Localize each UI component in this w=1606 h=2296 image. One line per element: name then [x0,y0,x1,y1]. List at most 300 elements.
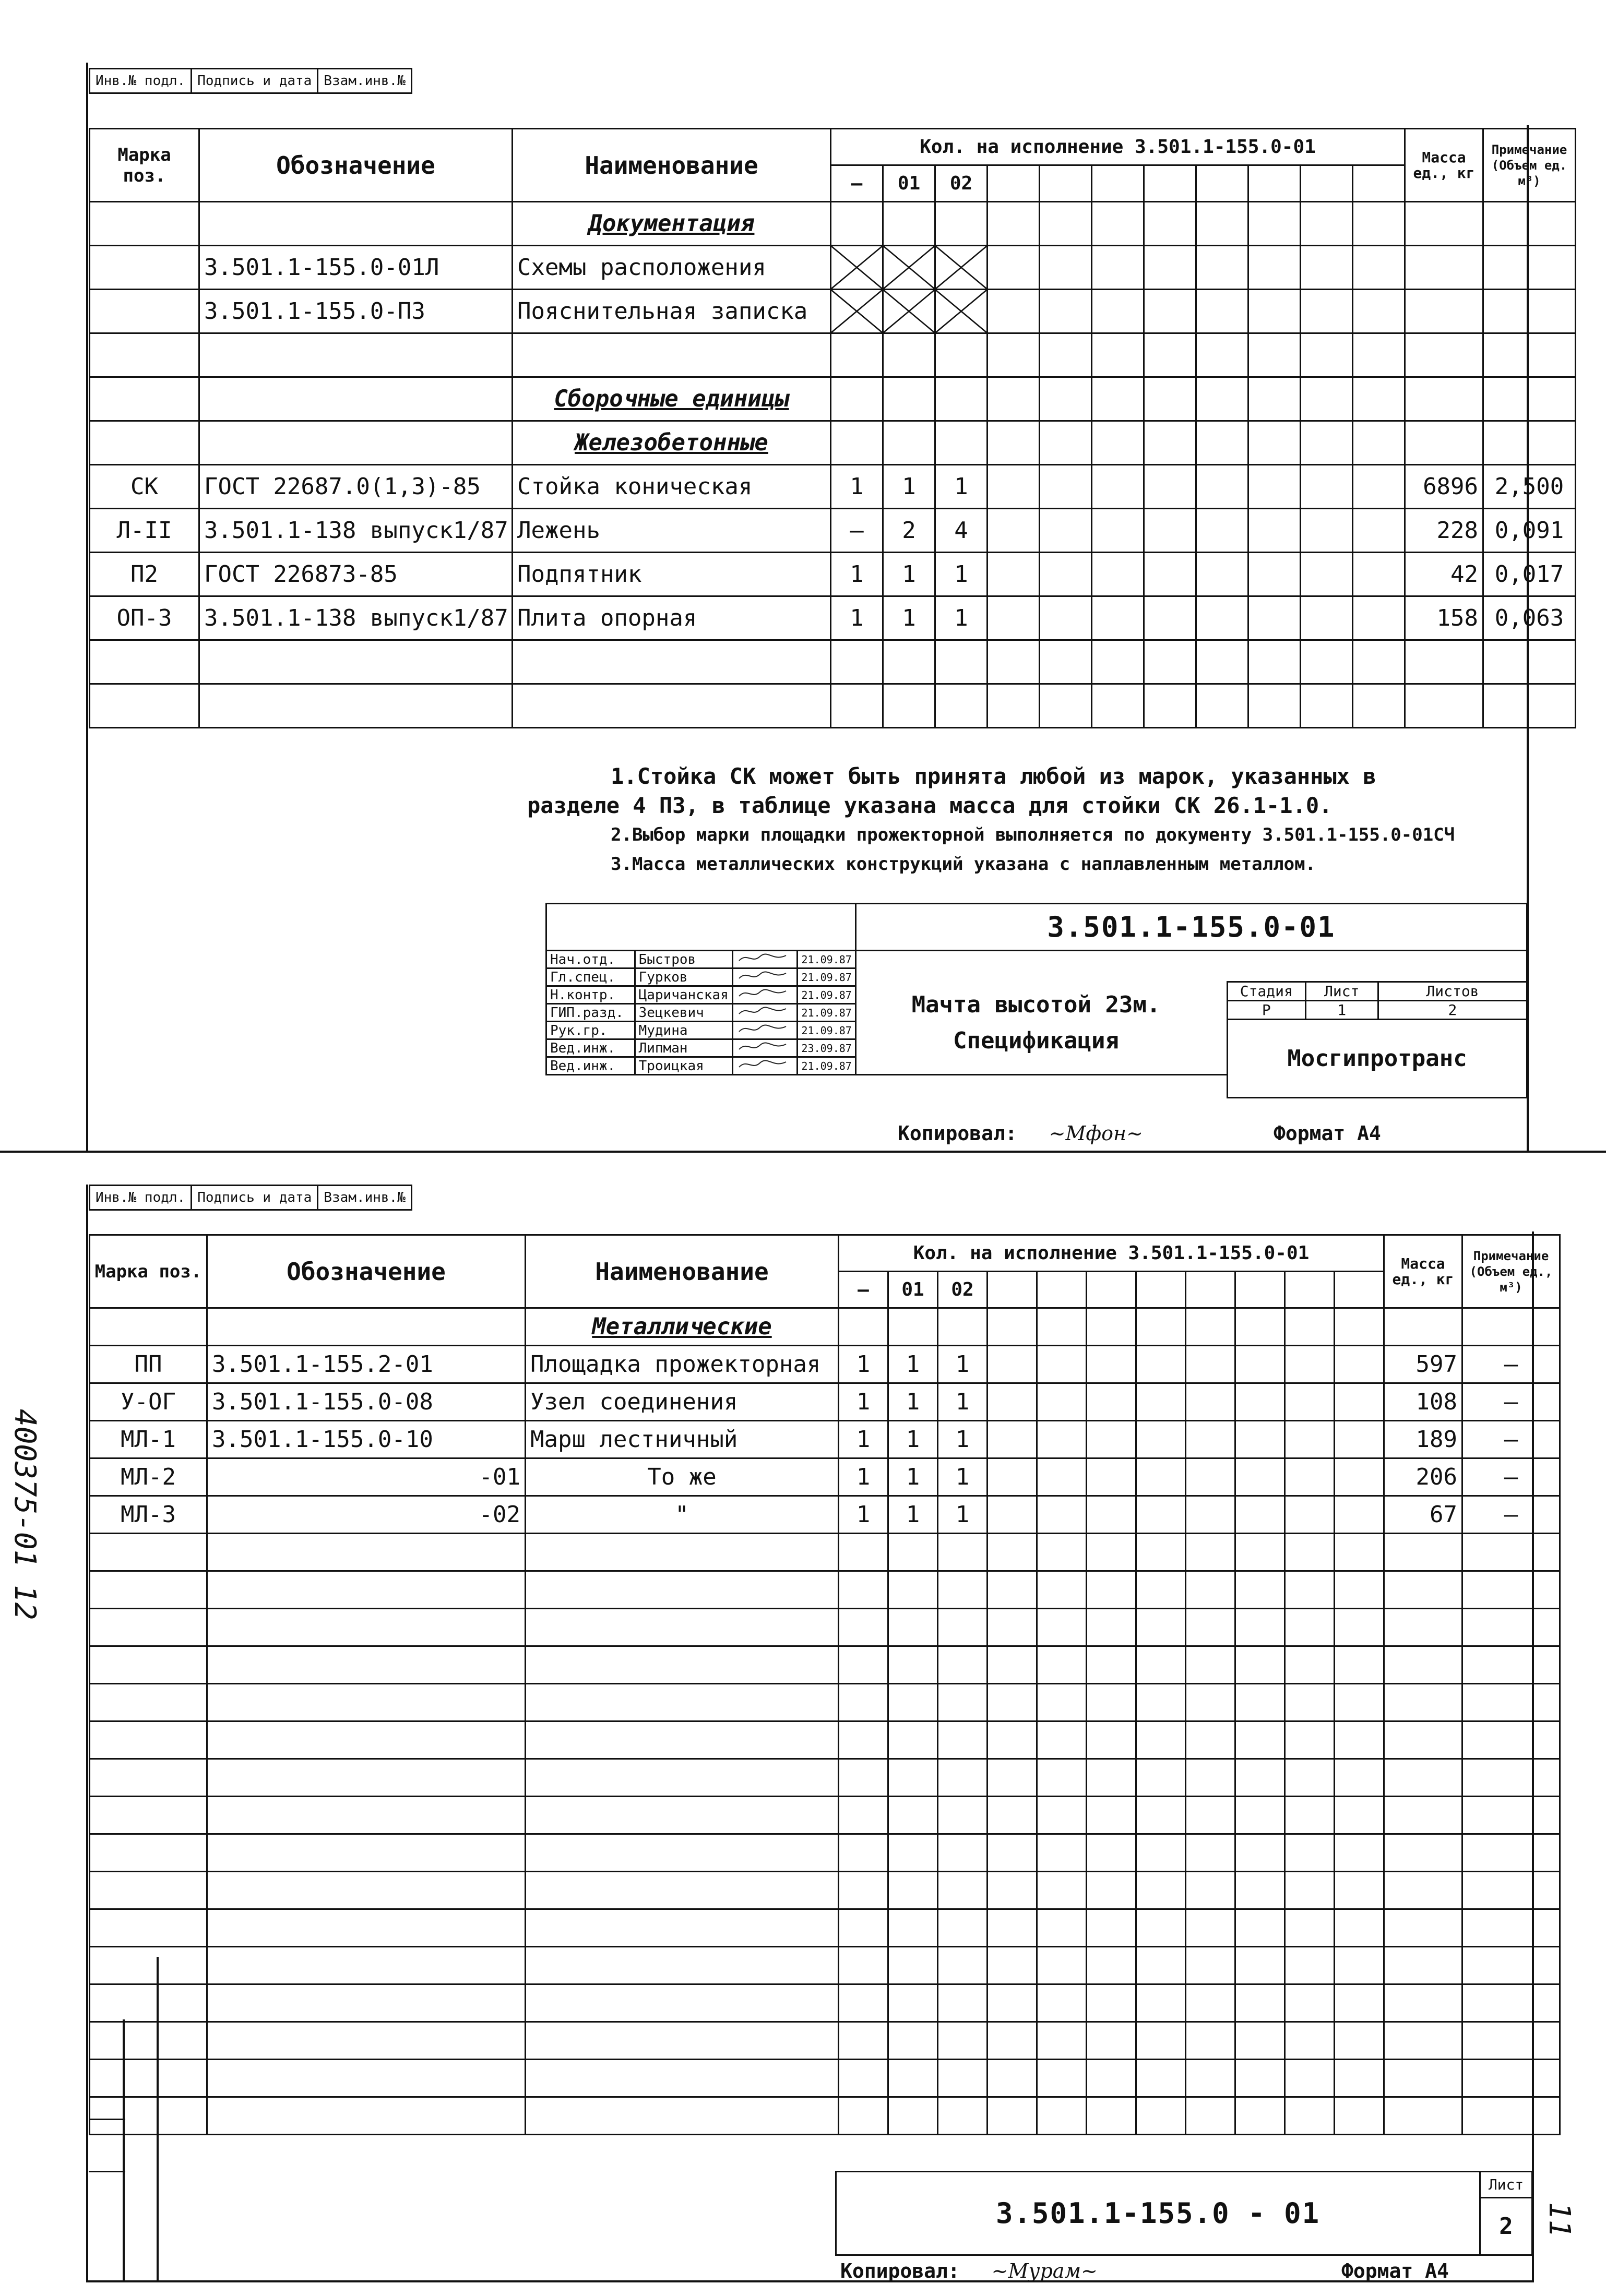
cell-q2 [938,1308,988,1346]
cell-name [513,333,831,377]
cell-empty [1087,2097,1136,2135]
cell-q0 [831,333,883,377]
spec-table-1 [89,128,1576,728]
header-qty-empty [1196,165,1248,202]
cell-q1 [888,2097,938,2135]
cell-empty [1285,1947,1335,1984]
cell-note [1483,684,1576,728]
cell-empty [1335,1496,1384,1534]
cell-empty [1136,2060,1186,2097]
signature-scribble [736,1022,789,1036]
cell-designation: 3.501.1-155.0-08 [207,1383,526,1421]
cell-empty [1092,246,1144,290]
cell-designation: 3.501.1-155.0-ПЗ [199,290,513,333]
cell-empty [1087,1759,1136,1797]
cell-empty [1186,1383,1235,1421]
cell-designation [207,1308,526,1346]
signature-scribble [736,1040,789,1054]
cell-empty [1235,1571,1285,1609]
cell-designation [207,2060,526,2097]
header-mass: Масса ед., кг [1384,1235,1462,1308]
cell-name [526,1684,839,1721]
cell-empty [1301,290,1353,333]
cell-empty [1136,1984,1186,2022]
cell-empty [988,465,1040,509]
cell-name [526,2097,839,2135]
cell-empty [1285,2060,1335,2097]
cell-q0 [839,1909,888,1947]
cell-empty [1353,684,1405,728]
cell-empty [1087,1346,1136,1383]
cell-designation: 3.501.1-138 выпуск1/87 [199,596,513,640]
cell-mark: П2 [90,553,199,596]
frame-left-1 [86,63,88,1151]
cell-q1: 1 [883,465,935,509]
cell-empty [988,1909,1037,1947]
margin-strip [89,2171,125,2172]
cell-q1: 1 [883,553,935,596]
cell-empty [1092,640,1144,684]
cell-empty [1186,1458,1235,1496]
cell-q1: 2 [883,509,935,553]
cell-empty [1087,1534,1136,1571]
tb-person-date: 21.09.87 [798,986,855,1004]
cell-q1 [883,333,935,377]
cell-empty [1144,421,1196,465]
cell-note [1462,2060,1560,2097]
cell-mass [1405,290,1483,333]
cell-empty [1196,202,1248,246]
cell-empty [1301,640,1353,684]
table-row [90,1909,1560,1947]
cell-empty [988,553,1040,596]
cell-q2 [935,377,988,421]
cell-empty [1037,1872,1087,1909]
cell-mass [1384,1947,1462,1984]
cell-empty [1087,1308,1136,1346]
cell-q2 [938,1721,988,1759]
cell-mass [1384,1534,1462,1571]
frame-left-2 [86,1185,88,2280]
cell-empty [1335,1421,1384,1458]
cell-q0 [831,202,883,246]
header-qty: Кол. на исполнение 3.501.1-155.0-01 [831,129,1405,165]
cell-empty [1037,1797,1087,1834]
table-row [90,553,1576,596]
signature [732,986,798,1004]
cell-q1: 1 [888,1421,938,1458]
cell-empty [1285,1458,1335,1496]
cell-empty [1248,465,1301,509]
cell-empty [1136,1421,1186,1458]
cell-empty [1087,2060,1136,2097]
cell-designation: 3.501.1-155.0-10 [207,1421,526,1458]
cell-mark [90,2060,207,2097]
cell-empty [1144,377,1196,421]
cell-empty [1285,1383,1335,1421]
cell-mark [90,202,199,246]
cell-empty [1335,2060,1384,2097]
cell-empty [1196,465,1248,509]
tb-person-role: Рук.гр. [546,1022,635,1039]
cell-note: — [1462,1458,1560,1496]
cell-mass [1405,377,1483,421]
cell-q2 [938,1609,988,1646]
cell-empty [1285,1534,1335,1571]
cell-empty [1136,1947,1186,1984]
cell-mass [1405,421,1483,465]
cell-empty [1353,333,1405,377]
cell-empty [988,1646,1037,1684]
tb-person-role: Нач.отд. [546,951,635,968]
tb-person-date: 23.09.87 [798,1039,855,1057]
cell-empty [1235,1684,1285,1721]
cell-empty [1092,421,1144,465]
cell-designation: -01 [207,1458,526,1496]
cell-empty [988,509,1040,553]
notes-1 [527,762,1519,879]
cell-q0 [831,246,883,290]
cell-note [1483,333,1576,377]
stamp-cell: Взам.инв.№ [318,1186,412,1210]
tb-person-date: 21.09.87 [798,1022,855,1039]
table-row [90,1571,1560,1609]
header-mass: Масса ед., кг [1405,129,1483,202]
cell-empty [1335,1947,1384,1984]
cross-mark [884,246,934,289]
cell-q0 [839,1534,888,1571]
cell-designation [207,2022,526,2060]
tb-person-date: 21.09.87 [798,1057,855,1075]
cell-q0 [831,640,883,684]
cell-mark [90,2097,207,2135]
cell-q0 [839,1947,888,1984]
cell-mass: 597 [1384,1346,1462,1383]
cell-empty [1248,333,1301,377]
cell-empty [1235,1609,1285,1646]
cell-empty [988,1721,1037,1759]
cross-mark [936,246,986,289]
cell-empty [1285,2022,1335,2060]
cell-q2 [935,290,988,333]
note-line: 3.Масса металлических конструкций указана с наплавленным металлом. [611,854,1316,875]
cell-designation [199,202,513,246]
cell-empty [1353,202,1405,246]
table-row [90,1458,1560,1496]
cell-empty [1186,1571,1235,1609]
note-line: 1.Стойка СК может быть принята любой из марок, указанных в [611,763,1376,789]
cell-empty [1040,684,1092,728]
cell-mass: 228 [1405,509,1483,553]
cell-name: Плита опорная [513,596,831,640]
cell-q0: 1 [839,1346,888,1383]
cell-name: То же [526,1458,839,1496]
cell-note: — [1462,1383,1560,1421]
cell-q1 [883,640,935,684]
cell-empty [1186,2097,1235,2135]
table-row [90,290,1576,333]
cell-mark [90,1909,207,1947]
cell-mass [1384,2097,1462,2135]
cell-q0: 1 [831,465,883,509]
cell-empty [1186,2022,1235,2060]
header-qty-sub: — [839,1272,888,1308]
cell-empty [1235,1308,1285,1346]
cell-empty [1235,1947,1285,1984]
cell-mark [90,640,199,684]
tb-sheets: 2 [1378,1001,1527,1020]
cell-empty [1235,1421,1285,1458]
cell-empty [1144,465,1196,509]
cell-empty [1335,1646,1384,1684]
cell-empty [1144,333,1196,377]
cell-q2: 1 [935,553,988,596]
cell-empty [1196,421,1248,465]
cell-mark: ПП [90,1346,207,1383]
tb-person-date: 21.09.87 [798,1004,855,1022]
frame-bottom-2 [86,2280,1534,2282]
cell-q0: 1 [839,1421,888,1458]
cell-empty [1301,553,1353,596]
cell-note: 0,063 [1483,596,1576,640]
cell-name [513,640,831,684]
header-mark: Марка поз. [90,1235,207,1308]
table-row [90,1947,1560,1984]
header-designation: Обозначение [207,1235,526,1308]
cell-q0 [831,421,883,465]
cell-mark [90,1759,207,1797]
cell-empty [988,1947,1037,1984]
table-row [90,1834,1560,1872]
tb-stage-label: Стадия [1228,982,1306,1001]
signature [732,968,798,986]
cell-empty [1285,1308,1335,1346]
cell-empty [1037,1496,1087,1534]
cell-q0 [839,1984,888,2022]
cell-empty [1087,1721,1136,1759]
cell-empty [1040,202,1092,246]
cell-note [1462,1684,1560,1721]
cell-empty [1235,1984,1285,2022]
cell-empty [1196,509,1248,553]
cell-empty [988,1346,1037,1383]
cell-q0 [839,1872,888,1909]
cell-mark [90,333,199,377]
table-row [90,1346,1560,1383]
cell-empty [1186,1797,1235,1834]
signature [732,1022,798,1039]
cell-q2 [938,1534,988,1571]
cell-empty [1037,1421,1087,1458]
cell-q0 [839,1571,888,1609]
table-row [90,421,1576,465]
cell-empty [1235,1496,1285,1534]
header-note: Примечание (Объем ед. м³) [1483,129,1576,202]
cell-empty [1092,509,1144,553]
cell-empty [1248,553,1301,596]
cell-name: Марш лестничный [526,1421,839,1458]
header-qty-empty [1144,165,1196,202]
cell-mass: 189 [1384,1421,1462,1458]
cell-empty [1136,1346,1186,1383]
cell-q2 [935,421,988,465]
cell-empty [988,1383,1037,1421]
cell-q2 [938,1571,988,1609]
cell-designation [207,1534,526,1571]
tb-person-role: Вед.инж. [546,1057,635,1075]
cell-mark [90,1797,207,1834]
cell-q2 [938,2060,988,2097]
table-row [90,509,1576,553]
cell-empty [1040,509,1092,553]
cell-empty [1037,1684,1087,1721]
cell-designation [207,1684,526,1721]
cell-empty [1353,421,1405,465]
cell-empty [1037,1609,1087,1646]
cell-empty [1235,1909,1285,1947]
cell-empty [1040,246,1092,290]
cell-mass: 158 [1405,596,1483,640]
header-qty-empty [1092,165,1144,202]
cell-q1: 1 [888,1458,938,1496]
cell-empty [988,640,1040,684]
cell-empty [1248,246,1301,290]
cell-mark: МЛ-1 [90,1421,207,1458]
table-row [90,1383,1560,1421]
cell-empty [1136,2022,1186,2060]
cell-q2 [935,202,988,246]
table-row [90,465,1576,509]
cell-note [1462,1872,1560,1909]
stamp-cell: Подпись и дата [192,1186,318,1210]
cell-empty [1087,1458,1136,1496]
cell-empty [1040,290,1092,333]
cell-q1 [888,1609,938,1646]
cell-name [526,1571,839,1609]
cell-q0 [839,2060,888,2097]
cell-name [526,1947,839,1984]
cell-empty [1144,202,1196,246]
cell-mass [1384,1872,1462,1909]
cell-empty [1235,2022,1285,2060]
cell-name [526,2022,839,2060]
cell-empty [1301,465,1353,509]
signature-scribble [736,1058,789,1071]
header-mark: Марка поз. [90,129,199,202]
cell-note [1483,246,1576,290]
cell-q2 [938,1947,988,1984]
cell-empty [1136,1684,1186,1721]
cell-empty [1037,2022,1087,2060]
cell-empty [1186,1721,1235,1759]
cell-empty [1353,290,1405,333]
cell-empty [1144,596,1196,640]
cell-empty [988,596,1040,640]
cell-mark: ОП-3 [90,596,199,640]
cell-empty [988,1496,1037,1534]
cell-q1 [888,1684,938,1721]
cell-empty [1335,1684,1384,1721]
cell-empty [1186,1759,1235,1797]
cell-empty [1186,1947,1235,1984]
cell-q0 [839,1834,888,1872]
cell-designation [207,1947,526,1984]
header-name: Наименование [513,129,831,202]
cell-empty [1144,684,1196,728]
cell-name: Документация [513,202,831,246]
cell-empty [1040,377,1092,421]
cell-empty [1335,1534,1384,1571]
cell-name: Пояснительная записка [513,290,831,333]
table-row [90,1872,1560,1909]
cell-empty [1235,1797,1285,1834]
footer-copied: Копировал: [898,1122,1017,1145]
cell-q1 [883,684,935,728]
table-row [90,2097,1560,2135]
cell-note [1462,1721,1560,1759]
cell-name [526,1759,839,1797]
cell-empty [1196,640,1248,684]
cell-note: — [1462,1421,1560,1458]
cell-q0: 1 [831,553,883,596]
cell-name [526,2060,839,2097]
cell-empty [1037,1534,1087,1571]
stamp-cell: Инв.№ подл. [90,69,192,93]
tb-title-line1: Мачта высотой 23м. [911,991,1161,1018]
copier-signature: ~Мурам~ [971,2259,1098,2282]
cell-empty [1136,1721,1186,1759]
cell-q2: 1 [935,596,988,640]
cell-empty [1285,1346,1335,1383]
cell-empty [1353,640,1405,684]
cell-note [1462,1909,1560,1947]
cell-empty [1186,1646,1235,1684]
header-qty-sub: 01 [888,1272,938,1308]
cell-empty [1136,2097,1186,2135]
cell-empty [1087,1947,1136,1984]
cell-q0: 1 [831,596,883,640]
header-qty-sub: 01 [883,165,935,202]
cell-q0: 1 [839,1383,888,1421]
cell-empty [1248,509,1301,553]
cell-empty [1235,2060,1285,2097]
cell-q2: 4 [935,509,988,553]
cell-empty [1144,509,1196,553]
cell-empty [1087,1496,1136,1534]
cell-empty [1136,1383,1186,1421]
cell-mark [90,1609,207,1646]
cell-empty [1335,1458,1384,1496]
footer-format-1: Формат А4 [1274,1122,1381,1145]
cell-q2 [935,640,988,684]
cell-q2 [938,1872,988,1909]
cell-note [1462,1797,1560,1834]
cell-q0: — [831,509,883,553]
cell-empty [1235,1346,1285,1383]
cell-q1 [888,1308,938,1346]
cell-mark [90,377,199,421]
cell-q1 [883,377,935,421]
cell-empty [1196,246,1248,290]
header-qty-empty [1248,165,1301,202]
tb-stage-block [1227,981,1528,1098]
cell-empty [1353,596,1405,640]
table-row [90,596,1576,640]
tb-person-date: 21.09.87 [798,951,855,968]
cell-empty [1136,1609,1186,1646]
signature-scribble [736,1004,789,1018]
cell-empty [988,246,1040,290]
